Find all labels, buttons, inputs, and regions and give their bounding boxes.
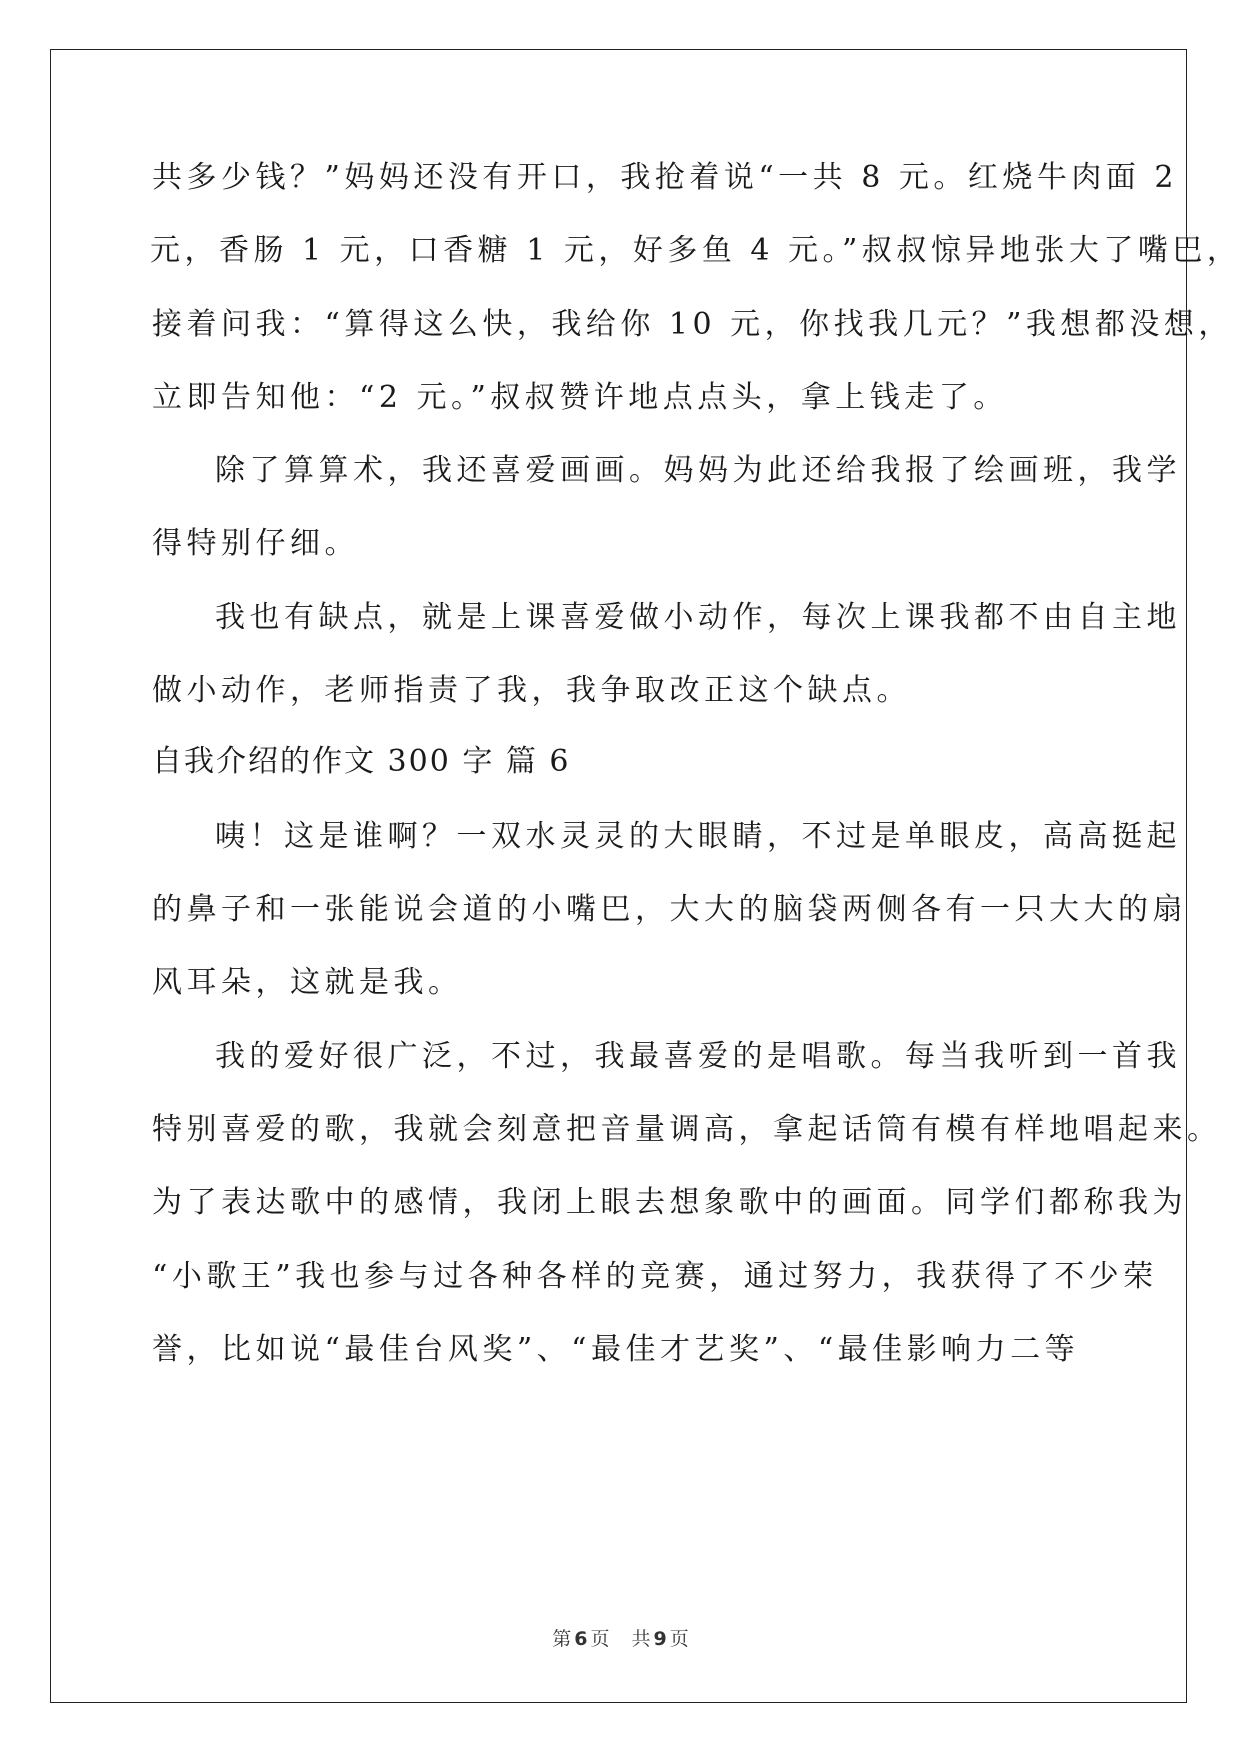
- paragraph-line: 元，香肠 1 元，口香糖 1 元，好多鱼 4 元。”叔叔惊异地张大了嘴巴，: [150, 233, 1241, 268]
- paragraph-line: 为了表达歌中的感情，我闭上眼去想象歌中的画面。同学们都称我为: [152, 1185, 1187, 1220]
- paragraph-line: 风耳朵，这就是我。: [152, 965, 463, 1000]
- footer-total-prefix: 共: [631, 1628, 651, 1650]
- paragraph-line: 我也有缺点，就是上课喜爱做小动作，每次上课我都不由自主地: [215, 600, 1181, 635]
- paragraph-line: 除了算算术，我还喜爱画画。妈妈为此还给我报了绘画班，我学: [215, 453, 1181, 488]
- page-footer: [0, 1624, 1241, 1651]
- paragraph-line: 誉，比如说“最佳台风奖”、“最佳才艺奖”、“最佳影响力二等: [152, 1332, 1080, 1367]
- paragraph-line: 接着问我：“算得这么快，我给你 10 元，你找我几元？”我想都没想，: [152, 307, 1233, 342]
- total-pages-number: 9: [653, 1628, 667, 1650]
- current-page-number: 6: [574, 1628, 588, 1650]
- footer-page-suffix: 页: [590, 1628, 610, 1650]
- paragraph-line: 得特别仔细。: [152, 526, 359, 561]
- paragraph-line: “小歌王”我也参与过各种各样的竞赛，通过努力，我获得了不少荣: [152, 1259, 1158, 1294]
- footer-total-suffix: 页: [669, 1628, 689, 1650]
- paragraph-line: 的鼻子和一张能说会道的小嘴巴，大大的脑袋两侧各有一只大大的扇: [152, 892, 1187, 927]
- paragraph-line: 特别喜爱的歌，我就会刻意把音量调高，拿起话筒有模有样地唱起来。: [152, 1112, 1222, 1147]
- paragraph-line: 共多少钱？”妈妈还没有开口，我抢着说“一共 8 元。红烧牛肉面 2: [152, 160, 1178, 195]
- page-border: [50, 49, 1187, 1703]
- section-heading: 自我介绍的作文 300 字 篇 6: [152, 744, 571, 779]
- paragraph-line: 做小动作，老师指责了我，我争取改正这个缺点。: [152, 673, 911, 708]
- paragraph-line: 立即告知他：“2 元。”叔叔赞许地点点头，拿上钱走了。: [152, 380, 1008, 415]
- paragraph-line: 咦！这是谁啊？一双水灵灵的大眼睛，不过是单眼皮，高高挺起: [215, 819, 1181, 854]
- footer-prefix: 第: [552, 1628, 572, 1650]
- paragraph-line: 我的爱好很广泛，不过，我最喜爱的是唱歌。每当我听到一首我: [215, 1039, 1181, 1074]
